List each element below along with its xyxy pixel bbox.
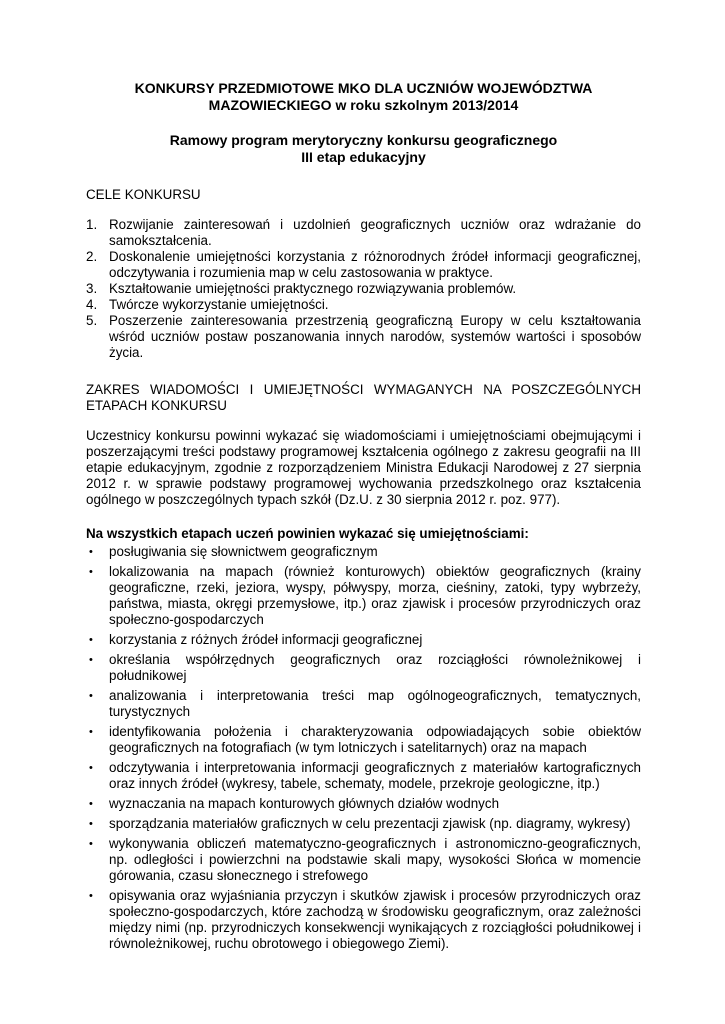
skill-text: identyfikowania położenia i charakteryzowania odpowiadających sobie obiektów geograficznych na fotografiach (w tym lotniczych i satelitarnych) oraz na mapach xyxy=(109,724,641,755)
goal-number: 4. xyxy=(86,297,98,312)
skill-item xyxy=(86,564,641,628)
skills-list xyxy=(86,544,641,952)
skill-item xyxy=(86,544,641,560)
bullet-icon: • xyxy=(89,726,93,738)
goal-number: 3. xyxy=(86,281,98,296)
bullet-icon: • xyxy=(89,838,93,850)
title-line-2: MAZOWIECKIEGO w roku szkolnym 2013/2014 xyxy=(208,97,519,113)
document-title xyxy=(86,80,641,114)
goal-item xyxy=(86,249,641,281)
bullet-icon: • xyxy=(89,690,93,702)
goal-text: Doskonalenie umiejętności korzystania z różnorodnych źródeł informacji geograficznej, odczytywania i rozumienia map w celu zastosowania w praktyce. xyxy=(109,249,641,280)
bullet-icon: • xyxy=(89,634,93,646)
bullet-icon: • xyxy=(89,762,93,774)
document-subtitle xyxy=(86,132,641,166)
bullet-icon: • xyxy=(89,890,93,902)
skill-text: korzystania z różnych źródeł informacji geograficznej xyxy=(109,632,423,647)
goal-number: 1. xyxy=(86,217,98,232)
scope-paragraph: Uczestnicy konkursu powinni wykazać się wiadomościami i umiejętnościami obejmującymi i poszerzającymi treści podstawy programowej kształcenia ogólnego z zakresu geografii na III etapie edukacyjnym, zgodnie z rozporządzeniem Ministra Edukacji Narodowej z 27 sierpnia 2012 r. w sprawie podstawy programowej wychowania przedszkolnego oraz kształcenia ogólnego w poszczególnych typach szkół (Dz.U. z 30 sierpnia 2012 r. poz. 977). xyxy=(86,428,641,507)
skill-item xyxy=(86,796,641,812)
bullet-icon: • xyxy=(89,546,93,558)
skill-text: lokalizowania na mapach (również konturowych) obiektów geograficznych (krainy geograficzne, rzeki, jeziora, wyspy, półwyspy, morza, cieśniny, zatoki, typy wybrzeży, państwa, miasta, okręgi przemysłowe, itp.) oraz zjawisk i procesów przyrodniczych oraz społeczno-gospodarczych xyxy=(109,564,641,627)
bullet-icon: • xyxy=(89,654,93,666)
skill-item xyxy=(86,652,641,684)
goal-text: Poszerzenie zainteresowania przestrzenią geograficzną Europy w celu kształtowania wśród uczniów postaw poszanowania innych narodów, systemów wartości i sposobów życia. xyxy=(109,313,641,360)
skill-text: odczytywania i interpretowania informacji geograficznych z materiałów kartograficznych oraz innych źródeł (wykresy, tabele, schematy, modele, przekroje geologiczne, itp.) xyxy=(109,760,641,791)
goal-text: Rozwijanie zainteresowań i uzdolnień geograficznych uczniów oraz wdrażanie do samokształcenia. xyxy=(109,217,641,248)
goal-item xyxy=(86,281,641,297)
goal-number: 2. xyxy=(86,249,98,264)
goals-heading: CELE KONKURSU xyxy=(86,187,201,202)
skill-item xyxy=(86,816,641,832)
bullet-icon: • xyxy=(89,818,93,830)
skill-text: sporządzania materiałów graficznych w celu prezentacji zjawisk (np. diagramy, wykresy) xyxy=(109,816,631,831)
goals-list xyxy=(86,217,641,361)
subtitle-line-2: III etap edukacyjny xyxy=(301,149,426,165)
skill-item xyxy=(86,724,641,756)
bullet-icon: • xyxy=(89,566,93,578)
skill-text: analizowania i interpretowania treści map ogólnogeograficznych, tematycznych, turystycznych xyxy=(109,688,641,719)
bullet-icon: • xyxy=(89,798,93,810)
skill-text: opisywania oraz wyjaśniania przyczyn i skutków zjawisk i procesów przyrodniczych oraz społeczno-gospodarczych, które zachodzą w środowisku geograficznym, oraz zależności między nimi (np. przyrodniczych konsekwencji wynikających z rozciągłości południkowej i równoleżnikowej, ruchu obrotowego i obiegowego Ziemi). xyxy=(109,888,641,951)
skill-item xyxy=(86,688,641,720)
scope-heading: ZAKRES WIADOMOŚCI I UMIEJĘTNOŚCI WYMAGANYCH NA POSZCZEGÓLNYCH ETAPACH KONKURSU xyxy=(86,382,641,413)
skill-item xyxy=(86,632,641,648)
skill-text: wyznaczania na mapach konturowych głównych działów wodnych xyxy=(109,796,500,811)
skill-text: wykonywania obliczeń matematyczno-geograficznych i astronomiczno-geograficznych, np. odległości i powierzchni na podstawie skali mapy, wysokości Słońca w momencie górowania, czasu słonecznego i strefowego xyxy=(109,836,641,883)
subtitle-line-1: Ramowy program merytoryczny konkursu geograficznego xyxy=(169,132,558,148)
skill-item xyxy=(86,760,641,792)
skills-intro: Na wszystkich etapach uczeń powinien wykazać się umiejętnościami: xyxy=(86,526,529,541)
goal-item xyxy=(86,297,641,313)
skill-text: posługiwania się słownictwem geograficznym xyxy=(109,544,378,559)
goal-number: 5. xyxy=(86,313,98,328)
goal-item xyxy=(86,313,641,361)
skill-item xyxy=(86,888,641,952)
goal-item xyxy=(86,217,641,249)
skill-text: określania współrzędnych geograficznych oraz rozciągłości równoleżnikowej i południkowej xyxy=(109,652,641,683)
skill-item xyxy=(86,836,641,884)
goal-text: Kształtowanie umiejętności praktycznego rozwiązywania problemów. xyxy=(109,281,517,296)
title-line-1: KONKURSY PRZEDMIOTOWE MKO DLA UCZNIÓW WOJEWÓDZTWA xyxy=(134,80,593,96)
goal-text: Twórcze wykorzystanie umiejętności. xyxy=(109,297,329,312)
